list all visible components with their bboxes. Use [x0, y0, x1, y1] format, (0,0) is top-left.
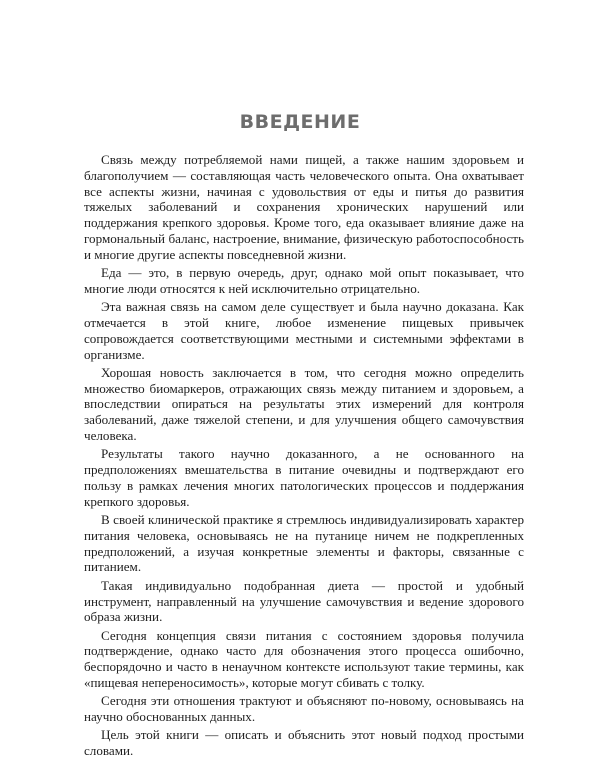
paragraph: Эта важная связь на самом деле существует и была научно доказана. Как отмечается в этой книге, любое изменение пищевых привычек сопровождается соответствующими местными и системными эффектами в организме. — [84, 299, 524, 362]
paragraph: Цель этой книги — описать и объяснить этот новый подход простыми словами. — [84, 727, 524, 759]
paragraph: Результаты такого научно доказанного, а не основанного на предположениях вмешательства в питание очевидны и подтверждают его пользу в рамках лечения многих патологических процессов и поддержания крепкого здоровья. — [84, 446, 524, 509]
paragraph: Связь между потребляемой нами пищей, а также нашим здоровьем и благополучием — составляющая часть человеческого опыта. Она охватывает все аспекты жизни, начиная с удовольствия от еды и питья до развития тяжелых заболеваний и сохранения хронических нарушений или поддержания крепкого здоровья. Кроме того, еда оказывает влияние даже на гормональный баланс, настроение, внимание, физическую работоспособность и многие другие аспекты повседневной жизни. — [84, 152, 524, 262]
paragraph: Хорошая новость заключается в том, что сегодня можно определить множество биомаркеров, отражающих связь между питанием и здоровьем, а впоследствии опираться на результаты этих измерений для контроля заболеваний, даже тяжелой степени, и для улучшения общего самочувствия человека. — [84, 364, 524, 444]
paragraph: Сегодня эти отношения трактуют и объясняют по-новому, основываясь на научно обоснованных данных. — [84, 693, 524, 725]
paragraph: Еда — это, в первую очередь, друг, однако мой опыт показывает, что многие люди относятся к ней исключительно отрицательно. — [84, 265, 524, 296]
paragraph: Сегодня концепция связи питания с состоянием здоровья получила подтверждение, однако часто для обозначения этого процесса ошибочно, беспорядочно и часто в ненаучном контексте используют такие термины, как «пищевая непереносимость», которые могут сбивать с толку. — [84, 627, 524, 690]
chapter-body — [84, 152, 524, 759]
paragraph: В своей клинической практике я стремлюсь индивидуализировать характер питания человека, основываясь не на путанице ничем не подкрепленных предположений, а изучая конкретные элементы и факторы, связанные с питанием. — [84, 512, 524, 575]
paragraph: Такая индивидуально подобранная диета — простой и удобный инструмент, направленный на улучшение самочувствия и ведение здорового образа жизни. — [84, 577, 524, 625]
chapter-title: ВВЕДЕНИЕ — [239, 111, 361, 133]
